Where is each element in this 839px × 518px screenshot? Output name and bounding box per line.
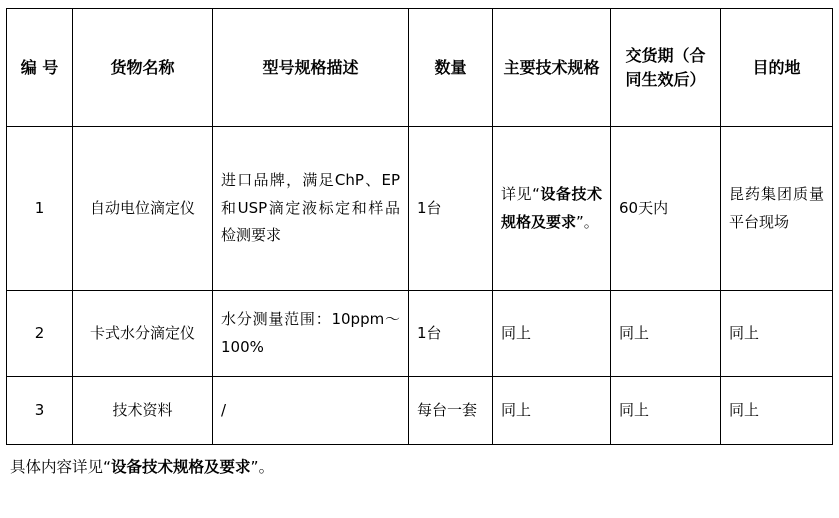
cell-destination: 昆药集团质量平台现场 <box>721 127 833 291</box>
column-header-delivery-period: 交货期（合同生效后） <box>611 9 721 127</box>
column-header-number: 编 号 <box>7 9 73 127</box>
cell-delivery-period: 60天内 <box>611 127 721 291</box>
footnote-reference: 设备技术规格及要求 <box>111 458 251 476</box>
cell-goods-name: 卡式水分滴定仪 <box>73 291 213 377</box>
tech-spec-prefix: 详见“ <box>501 184 540 203</box>
cell-main-tech-spec: 同上 <box>493 291 611 377</box>
cell-goods-name: 自动电位滴定仪 <box>73 127 213 291</box>
table-footnote <box>10 455 833 480</box>
header-row <box>7 9 833 127</box>
footnote-suffix: ”。 <box>250 458 275 476</box>
table-row <box>7 291 833 377</box>
column-header-destination: 目的地 <box>721 9 833 127</box>
column-header-quantity: 数量 <box>409 9 493 127</box>
table-body <box>7 127 833 445</box>
cell-quantity: 每台一套 <box>409 377 493 445</box>
cell-delivery-period: 同上 <box>611 377 721 445</box>
cell-number: 1 <box>7 127 73 291</box>
column-header-main-tech-spec: 主要技术规格 <box>493 9 611 127</box>
cell-main-tech-spec: 同上 <box>493 377 611 445</box>
cell-model-spec: / <box>213 377 409 445</box>
table-header <box>7 9 833 127</box>
cell-model-spec: 水分测量范围：10ppm～100% <box>213 291 409 377</box>
cell-destination: 同上 <box>721 291 833 377</box>
cell-destination: 同上 <box>721 377 833 445</box>
column-header-goods-name: 货物名称 <box>73 9 213 127</box>
cell-delivery-period: 同上 <box>611 291 721 377</box>
cell-goods-name: 技术资料 <box>73 377 213 445</box>
tech-spec-suffix: ”。 <box>576 212 599 231</box>
cell-model-spec: 进口品牌，满足ChP、EP和USP滴定液标定和样品检测要求 <box>213 127 409 291</box>
cell-number: 2 <box>7 291 73 377</box>
cell-quantity: 1台 <box>409 127 493 291</box>
cell-quantity: 1台 <box>409 291 493 377</box>
table-row <box>7 127 833 291</box>
cell-main-tech-spec <box>493 127 611 291</box>
tech-spec-reference: 设备技术规格及要求 <box>501 184 602 231</box>
table-row <box>7 377 833 445</box>
equipment-spec-table <box>6 8 833 445</box>
column-header-model-spec: 型号规格描述 <box>213 9 409 127</box>
cell-number: 3 <box>7 377 73 445</box>
footnote-prefix: 具体内容详见“ <box>10 458 112 476</box>
